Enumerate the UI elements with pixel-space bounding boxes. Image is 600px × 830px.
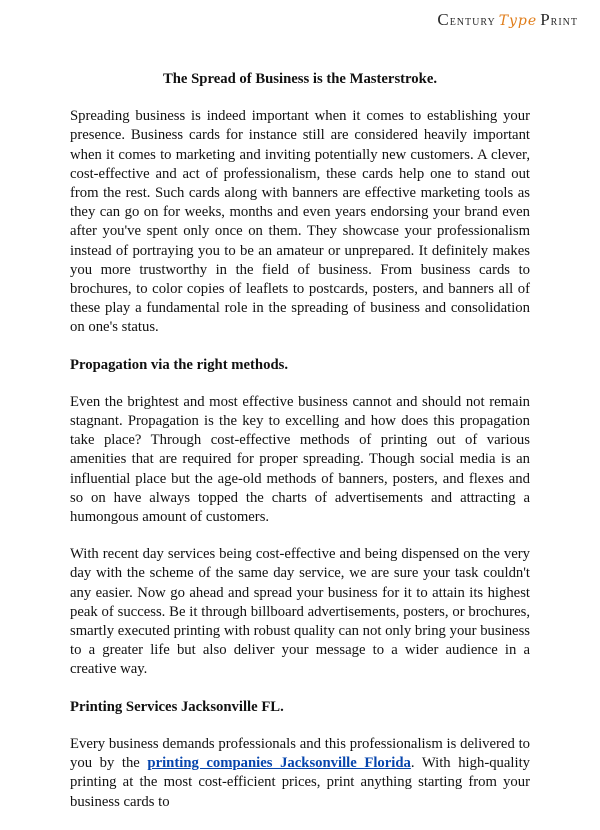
logo-text: rint <box>550 14 578 29</box>
article-body <box>70 70 530 830</box>
company-logo <box>437 10 578 30</box>
paragraph-intro: Spreading business is indeed important when it comes to establishing your presence. Business cards for instance still are considered heavily important when it comes to marketing and inviting potentially new customers. A clever, cost-effective and act of professionalism, these cards help one to stand out from the rest. Such cards along with banners are effective marketing tools as they can go on for weeks, months and even years endorsing your brand even after you've spent only once on them. They showcase your professionalism instead of portraying you to be an amateur or unprepared. It definitely makes you more trustworthy in the field of business. From business cards to brochures, to color copies of leaflets to postcards, posters, and banners all of these play a fundamental role in the spreading of business and consolidation on one's status. <box>70 108 530 336</box>
article-title: The Spread of Business is the Masterstroke. <box>162 71 438 87</box>
logo-accent-text: Type <box>498 13 538 29</box>
paragraph-propagation: Even the brightest and most effective business cannot and should not remain stagnant. Propagation is the key to excelling and how does this propagation take place? Through cost-effective methods of printing out of various amenities that are required for proper spreading. Though social media is an influential place but the age-old methods of banners, posters, and flexes and so on have always topped the charts of advertisements and attracting a humongous amount of customers. <box>70 393 530 526</box>
paragraph-text: . With high-quality printing at the most cost-efficient prices, print anything starting from your business cards to <box>70 755 531 810</box>
logo-text: entury <box>449 14 496 29</box>
paragraph-same-day-service: With recent day services being cost-effective and being dispensed on the very day with the scheme of the same day service, we are sure your task couldn't any easier. Now go ahead and spread your business for it to attain its highest peak of success. Be it through billboard advertisements, posters, or brochures, smartly executed printing with robust quality can not only bring your business to a greater life but also deliver your message to a wider audience in a creative way. <box>70 546 530 678</box>
printing-companies-link[interactable]: printing companies Jacksonville Florida <box>147 755 411 772</box>
logo-letter: P <box>540 10 551 29</box>
paragraph-printing-services <box>70 735 530 812</box>
logo-letter: C <box>437 10 450 29</box>
paragraph-text: Every business demands professionals and this professionalism is delivered to you by the <box>70 735 530 772</box>
section-heading-propagation: Propagation via the right methods. <box>70 356 289 373</box>
section-heading-printing-services: Printing Services Jacksonville FL. <box>70 698 284 715</box>
